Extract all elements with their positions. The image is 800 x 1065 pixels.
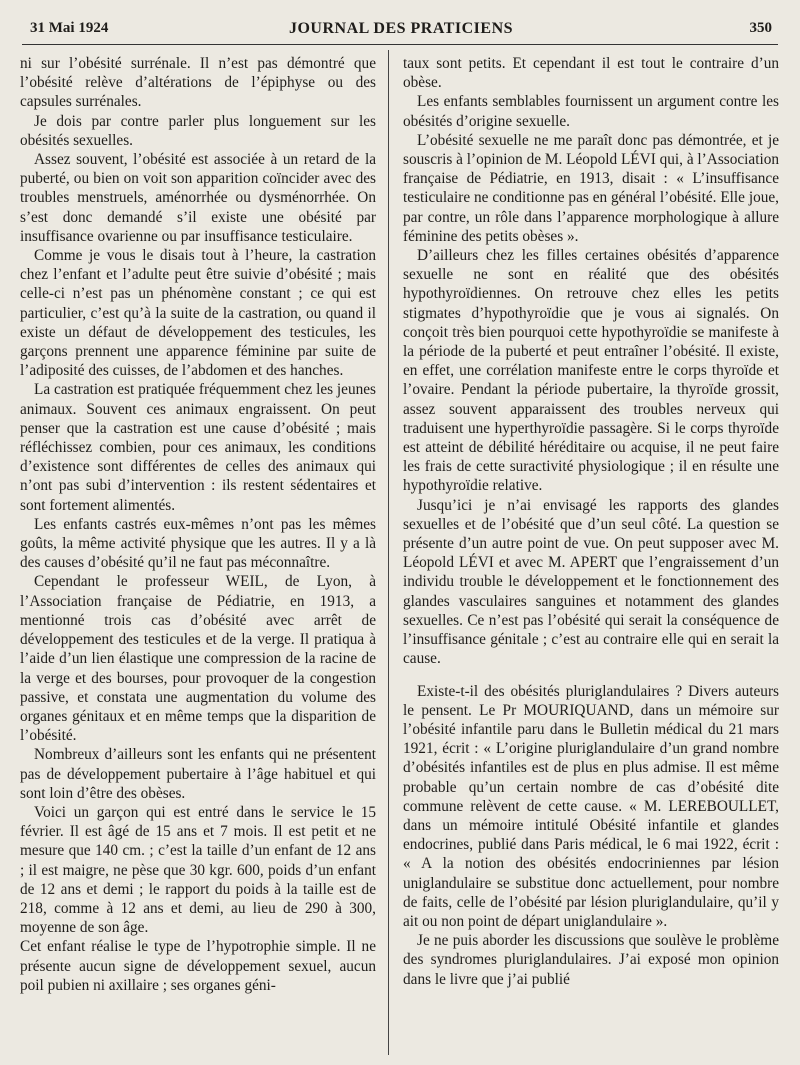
paragraph: Les enfants castrés eux-mêmes n’ont pas les mêmes goûts, la même activité physique que les autres. Il y a là des causes d’obésité qu’il ne faut pas méconnaître. bbox=[20, 515, 376, 572]
right-column bbox=[403, 54, 779, 989]
paragraph: Nombreux d’ailleurs sont les enfants qui ne présentent pas de développement pubertaire à l’âge habituel et qui sont loin d’être des obèses. bbox=[20, 746, 376, 802]
paragraph: Je ne puis aborder les discussions que soulève le problème des syndromes pluriglandulaires. J’ai exposé mon opinion dans le livre que j’ai publié bbox=[403, 932, 779, 988]
paragraph: Cependant le professeur WEIL, de Lyon, à l’Association française de Pédiatrie, en 1913, a mentionné trois cas d’obésité avec arrêt de développement des testicules et de la verge. Il pratiqua à l’aide d’un lien élastique une compression de la racine de la verge et des bourses, pour provoquer de la congestion passive, et constata une augmentation du volume des organes génitaux et en même temps que la disparition de l’obésité. bbox=[20, 573, 376, 745]
journal-title: JOURNAL DES PRATICIENS bbox=[288, 20, 514, 37]
paragraph: L’obésité sexuelle ne me paraît donc pas démontrée, et je souscris à l’opinion de M. Léopold LÉVI qui, à l’Association française de Pédiatrie, en 1913, disait : « L’insuffisance testiculaire ne conditionne pas en général l’obésité. Elle joue, par contre, un rôle dans l’apparence morphologique à allure féminine des petits obèses ». bbox=[403, 131, 779, 245]
header-rule bbox=[22, 44, 778, 45]
page-header bbox=[30, 20, 772, 42]
paragraph: taux sont petits. Et cependant il est tout le contraire d’un obèse. bbox=[403, 55, 779, 92]
left-column bbox=[20, 54, 376, 995]
paragraph: ni sur l’obésité surrénale. Il n’est pas démontré que l’obésité relève d’altérations de l’épiphyse ou des capsules surrénales. bbox=[20, 55, 376, 111]
paragraph: Cet enfant réalise le type de l’hypotrophie simple. Il ne présente aucun signe de développement sexuel, aucun poil pubien ni axillaire ; ses organes géni- bbox=[20, 938, 376, 994]
paragraph: D’ailleurs chez les filles certaines obésités d’apparence sexuelle ne sont en réalité que des obésités hypothyroïdiennes. On retrouve chez elles les petits stigmates d’hypothyroïdie que je vous ai signalés. On conçoit très bien pourquoi cette hypothyroïdie se manifeste à la période de la puberté et peut entraîner l’obésité. Il existe, en effet, une corrélation manifeste entre le corps thyroïde et l’ovaire. Pendant la période pubertaire, la thyroïde grossit, assez souvent apparaissent des troubles nerveux qui traduisent une hyperthyroïdie passagère. Si le corps thyroïde est atteint de débilité héréditaire ou acquise, il ne peut faire les frais de cette suractivité physiologique ; il en résulte une hypothyroïdie relative. bbox=[403, 247, 779, 495]
issue-date: 31 Mai 1924 bbox=[30, 20, 109, 36]
paragraph: La castration est pratiquée fréquemment chez les jeunes animaux. Souvent ces animaux engraissent. On peut penser que la castration est une cause d’obésité ; mais réfléchissez combien, pour ces animaux, les conditions d’existence sont différentes de celles des animaux qui n’ont pas subi d’intervention : ils restent sédentaires et sont fortement alimentés. bbox=[20, 381, 376, 514]
paragraph: Les enfants semblables fournissent un argument contre les obésités d’origine sexuelle. bbox=[403, 93, 779, 130]
paragraph: Voici un garçon qui est entré dans le service le 15 février. Il est âgé de 15 ans et 7 mois. Il est petit et ne mesure que 140 cm. ; c’est la taille d’un enfant de 12 ans ; il est maigre, ne pèse que 30 kgr. 600, poids d’un enfant de 12 ans et demi ; le rapport du poids à la taille est de 218, comme à 12 ans et demi, au lieu de 290 à 300, moyenne de son âge. bbox=[20, 803, 376, 937]
paragraph: Jusqu’ici je n’ai envisagé les rapports des glandes sexuelles et de l’obésité que d’un seul côté. La question se présente d’un autre point de vue. On peut supposer avec M. Léopold LÉVI et avec M. APERT que l’engraissement d’un individu trouble le développement et le fonctionnement des glandes vasculaires sanguines et notamment des glandes sexuelles. Ce n’est pas l’obésité qui serait la conséquence de l’insuffisance génitale ; c’est au contraire elle qui en serait la cause. bbox=[403, 496, 779, 668]
paragraph: Je dois par contre parler plus longuement sur les obésités sexuelles. bbox=[20, 112, 376, 149]
paragraph: Assez souvent, l’obésité est associée à un retard de la puberté, ou bien on voit son apparition coïncider avec des troubles menstruels, aménorrhée ou dysménorrhée. On s’est donc demandé s’il existe une obésité par insuffisance ovarienne ou par insuffisance testiculaire. bbox=[20, 151, 376, 245]
column-divider bbox=[388, 50, 389, 1055]
paragraph: Comme je vous le disais tout à l’heure, la castration chez l’enfant et l’adulte peut être suivie d’obésité ; mais celle-ci n’est pas un phénomène constant ; ce qui est particulier, c’est qu’à la suite de la castration, ou quand il existe un défaut de développement des testicules, les garçons prennent une apparence féminine par suite de l’adiposité des cuisses, de l’abdomen et des hanches. bbox=[20, 247, 376, 380]
page-number: 350 bbox=[749, 20, 772, 36]
paragraph: Existe-t-il des obésités pluriglandulaires ? Divers auteurs le pensent. Le Pr MOURIQUAND, dans un mémoire sur l’obésité infantile paru dans le Bulletin médical du 21 mars 1921, écrit : « L’origine pluriglandulaire d’un grand nombre d’obésités infantiles est de plus en plus admise. Il est même probable qu’un certain nombre de cas d’obésité dite commune relèvent de cette cause. « M. LEREBOULLET, dans un mémoire intitulé Obésité infantile et glandes endocrines, publié dans Paris médical, le 6 mai 1922, écrit : « A la notion des obésités endocriniennes par lésion uniglandulaire se substitue donc actuellement, pour nombre de faits, celle de l’obésité par lésion pluriglandulaire, qu’il y ait ou non point de départ uniglandulaire ». bbox=[403, 682, 779, 930]
